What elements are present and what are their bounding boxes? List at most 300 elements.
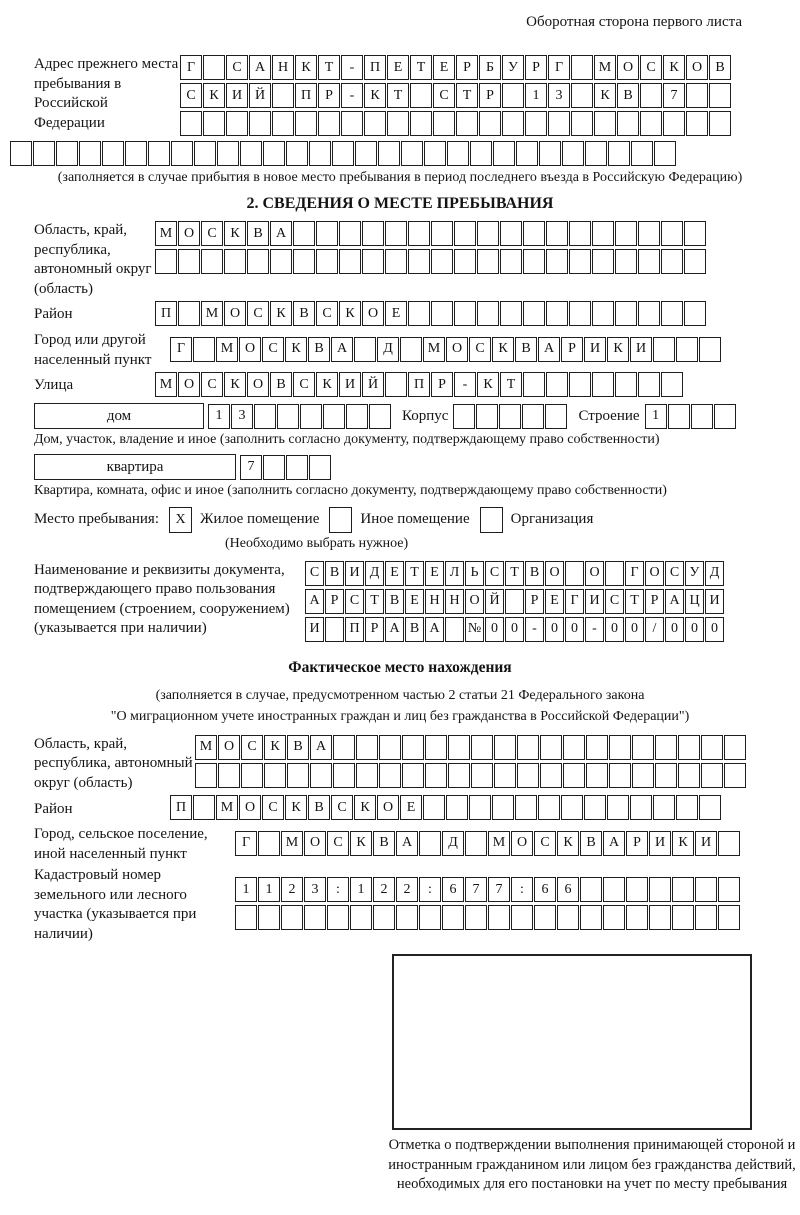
char-cell: С (345, 589, 364, 614)
char-cell (79, 141, 101, 166)
char-cell (295, 111, 317, 136)
char-cell (425, 763, 447, 788)
fact-oblast-rows (195, 735, 747, 791)
char-cell (471, 735, 493, 760)
char-cell: 6 (442, 877, 464, 902)
char-cell (605, 561, 624, 586)
char-cell: К (477, 372, 499, 397)
char-cell: 3 (304, 877, 326, 902)
char-cell: П (295, 83, 317, 108)
char-cell: М (594, 55, 616, 80)
char-cell: Т (500, 372, 522, 397)
s2-kvartira-type-box: квартира (34, 454, 236, 480)
char-cell (195, 763, 217, 788)
char-cell: 7 (240, 455, 262, 480)
char-cell (724, 763, 746, 788)
char-cell: В (293, 301, 315, 326)
char-cell: К (364, 83, 386, 108)
char-cell: А (385, 617, 404, 642)
s2-mesto-option-inoe-label: Иное помещение (360, 511, 470, 528)
char-cell (684, 301, 706, 326)
char-cell (201, 249, 223, 274)
char-cell (470, 141, 492, 166)
char-cell (304, 905, 326, 930)
char-cell: В (525, 561, 544, 586)
char-cell (492, 795, 514, 820)
char-cell (364, 111, 386, 136)
fact-gorod-field (10, 825, 790, 864)
char-cell (341, 111, 363, 136)
char-cell (557, 905, 579, 930)
char-cell: 0 (625, 617, 644, 642)
fact-oblast-row-1 (195, 735, 747, 760)
char-cell: Е (400, 795, 422, 820)
char-cell (362, 249, 384, 274)
char-cell: К (270, 301, 292, 326)
char-cell: А (249, 55, 271, 80)
char-cell: 0 (665, 617, 684, 642)
char-cell (339, 249, 361, 274)
char-cell (310, 763, 332, 788)
char-cell: И (339, 372, 361, 397)
char-cell: О (617, 55, 639, 80)
char-cell: Ц (685, 589, 704, 614)
char-cell: П (170, 795, 192, 820)
char-cell: М (201, 301, 223, 326)
char-cell (539, 141, 561, 166)
char-cell: А (310, 735, 332, 760)
char-cell: И (305, 617, 324, 642)
stamp-block (10, 954, 796, 1195)
char-cell: 3 (548, 83, 570, 108)
char-cell: В (405, 617, 424, 642)
char-cell (695, 877, 717, 902)
fact-raion-label: Район (34, 800, 73, 817)
fact-location-note-2: "О миграционном учете иностранных граждан и лиц без гражданства в Российской Федерации") (110, 708, 690, 724)
char-cell: С (534, 831, 556, 856)
char-cell: Г (180, 55, 202, 80)
char-cell: И (705, 589, 724, 614)
char-cell: У (502, 55, 524, 80)
char-cell (247, 249, 269, 274)
char-cell (454, 301, 476, 326)
char-cell: Е (385, 301, 407, 326)
char-cell (193, 795, 215, 820)
char-cell (500, 221, 522, 246)
char-cell: О (446, 337, 468, 362)
char-cell (615, 249, 637, 274)
char-cell: А (425, 617, 444, 642)
char-cell (592, 372, 614, 397)
char-cell: 0 (565, 617, 584, 642)
char-cell (488, 905, 510, 930)
char-cell: О (218, 735, 240, 760)
s2-raion-row (155, 301, 707, 326)
char-cell: Т (318, 55, 340, 80)
stamp-caption: Отметка о подтверждении выполнения принимающей стороной и иностранным гражданином или лицом без гражданства действий, необходимых для его постановки на учет по месту пребывания (388, 1137, 796, 1193)
char-cell: Е (387, 55, 409, 80)
char-cell: 1 (258, 877, 280, 902)
char-cell (33, 141, 55, 166)
char-cell (362, 221, 384, 246)
char-cell (327, 905, 349, 930)
char-cell: П (364, 55, 386, 80)
char-cell (203, 111, 225, 136)
fact-gorod-row (235, 831, 741, 856)
char-cell (316, 249, 338, 274)
char-cell (632, 763, 654, 788)
char-cell (655, 735, 677, 760)
char-cell (523, 249, 545, 274)
char-cell (663, 111, 685, 136)
char-cell: О (304, 831, 326, 856)
char-cell (286, 141, 308, 166)
char-cell (714, 404, 736, 429)
char-cell (385, 372, 407, 397)
char-cell: К (295, 55, 317, 80)
char-cell (379, 763, 401, 788)
char-cell (534, 905, 556, 930)
char-cell (241, 763, 263, 788)
char-cell (649, 905, 671, 930)
char-cell: К (224, 372, 246, 397)
char-cell: О (178, 372, 200, 397)
char-cell (433, 111, 455, 136)
char-cell (699, 795, 721, 820)
char-cell (378, 141, 400, 166)
char-cell (569, 249, 591, 274)
char-cell (356, 735, 378, 760)
char-cell: В (308, 337, 330, 362)
char-cell (469, 795, 491, 820)
s2-document-row-1 (305, 561, 725, 586)
char-cell (631, 141, 653, 166)
char-cell (661, 301, 683, 326)
char-cell: Р (645, 589, 664, 614)
char-cell: - (525, 617, 544, 642)
char-cell (607, 795, 629, 820)
char-cell (678, 763, 700, 788)
char-cell (615, 221, 637, 246)
char-cell (369, 404, 391, 429)
char-cell (423, 795, 445, 820)
char-cell (626, 877, 648, 902)
char-cell (226, 111, 248, 136)
fact-cadastre-rows (235, 877, 741, 933)
char-cell (454, 221, 476, 246)
s2-dom-cells (208, 404, 392, 429)
s2-oblast-field (10, 221, 790, 299)
char-cell: О (178, 221, 200, 246)
char-cell: О (645, 561, 664, 586)
char-cell (523, 221, 545, 246)
char-cell (502, 83, 524, 108)
char-cell: В (515, 337, 537, 362)
char-cell: И (345, 561, 364, 586)
char-cell: С (201, 372, 223, 397)
char-cell: К (663, 55, 685, 80)
char-cell: М (423, 337, 445, 362)
char-cell (626, 905, 648, 930)
char-cell: С (316, 301, 338, 326)
char-cell: С (469, 337, 491, 362)
char-cell (408, 249, 430, 274)
char-cell (300, 404, 322, 429)
char-cell (661, 372, 683, 397)
char-cell (571, 83, 593, 108)
char-cell (594, 111, 616, 136)
char-cell (235, 905, 257, 930)
char-cell (701, 735, 723, 760)
char-cell (505, 589, 524, 614)
char-cell: С (293, 372, 315, 397)
char-cell (431, 221, 453, 246)
char-cell: О (377, 795, 399, 820)
char-cell: А (665, 589, 684, 614)
char-cell (401, 141, 423, 166)
s2-document-field (10, 561, 790, 645)
char-cell (640, 111, 662, 136)
s2-mesto-note: (Необходимо выбрать нужное) (225, 535, 409, 551)
char-cell (309, 141, 331, 166)
char-cell: И (226, 83, 248, 108)
char-cell (477, 249, 499, 274)
char-cell: Р (456, 55, 478, 80)
char-cell: Р (525, 55, 547, 80)
char-cell (638, 372, 660, 397)
char-cell: Б (479, 55, 501, 80)
char-cell: Е (433, 55, 455, 80)
char-cell (632, 735, 654, 760)
prev-address-label: Адрес прежнего места пребывания в Российской Федерации (34, 56, 179, 131)
char-cell: К (203, 83, 225, 108)
char-cell: С (331, 795, 353, 820)
char-cell (638, 221, 660, 246)
prev-address-row-1 (180, 55, 732, 80)
char-cell (546, 221, 568, 246)
char-cell: - (454, 372, 476, 397)
s2-document-row-2 (305, 589, 725, 614)
char-cell: В (709, 55, 731, 80)
char-cell: К (350, 831, 372, 856)
char-cell: 1 (235, 877, 257, 902)
char-cell (569, 221, 591, 246)
char-cell (548, 111, 570, 136)
char-cell (240, 141, 262, 166)
char-cell: 3 (231, 404, 253, 429)
char-cell (592, 301, 614, 326)
char-cell: Р (325, 589, 344, 614)
s2-stroenie-label: Строение (578, 407, 640, 424)
char-cell: С (241, 735, 263, 760)
char-cell (194, 141, 216, 166)
fact-cadastre-row-2 (235, 905, 741, 930)
char-cell (580, 877, 602, 902)
char-cell: О (686, 55, 708, 80)
char-cell: С (201, 221, 223, 246)
char-cell (592, 221, 614, 246)
char-cell: А (538, 337, 560, 362)
char-cell: 0 (685, 617, 704, 642)
char-cell (615, 372, 637, 397)
char-cell (410, 111, 432, 136)
char-cell (603, 905, 625, 930)
s2-gorod-row (170, 337, 722, 362)
s2-mesto-checkbox-inoe (329, 507, 352, 533)
char-cell (684, 249, 706, 274)
char-cell (500, 249, 522, 274)
s2-stroenie-cells (645, 404, 737, 429)
char-cell: Й (485, 589, 504, 614)
char-cell (180, 111, 202, 136)
char-cell (653, 337, 675, 362)
s2-mesto-row (34, 507, 790, 533)
char-cell (545, 404, 567, 429)
s2-gorod-label: Город или другой населенный пункт (34, 332, 152, 368)
char-cell: 0 (505, 617, 524, 642)
char-cell: 2 (281, 877, 303, 902)
s2-oblast-row-2 (155, 249, 707, 274)
char-cell (609, 763, 631, 788)
char-cell: Т (405, 561, 424, 586)
char-cell (649, 877, 671, 902)
fact-cadastre-row-1 (235, 877, 741, 902)
char-cell (493, 141, 515, 166)
char-cell: Д (377, 337, 399, 362)
char-cell (339, 221, 361, 246)
char-cell (287, 763, 309, 788)
char-cell: В (385, 589, 404, 614)
char-cell (676, 337, 698, 362)
char-cell (218, 763, 240, 788)
char-cell: И (584, 337, 606, 362)
char-cell: О (247, 372, 269, 397)
char-cell (419, 831, 441, 856)
char-cell: С (180, 83, 202, 108)
char-cell: И (649, 831, 671, 856)
char-cell: - (341, 83, 363, 108)
char-cell (668, 404, 690, 429)
char-cell (538, 795, 560, 820)
char-cell (323, 404, 345, 429)
char-cell: В (308, 795, 330, 820)
char-cell (178, 249, 200, 274)
char-cell (515, 795, 537, 820)
char-cell (309, 455, 331, 480)
s2-dom-note: Дом, участок, владение и иное (заполнить согласно документу, подтверждающему право собственности) (34, 432, 660, 448)
char-cell: 6 (557, 877, 579, 902)
char-cell: М (281, 831, 303, 856)
s2-ulitsa-label: Улица (34, 377, 74, 394)
char-cell (592, 249, 614, 274)
char-cell (479, 111, 501, 136)
char-cell: 0 (485, 617, 504, 642)
char-cell (546, 372, 568, 397)
char-cell (638, 301, 660, 326)
char-cell: К (672, 831, 694, 856)
char-cell (448, 763, 470, 788)
char-cell: 7 (488, 877, 510, 902)
char-cell: Г (170, 337, 192, 362)
char-cell: Т (387, 83, 409, 108)
char-cell (332, 141, 354, 166)
char-cell: О (511, 831, 533, 856)
char-cell: С (640, 55, 662, 80)
char-cell: Н (425, 589, 444, 614)
char-cell (203, 55, 225, 80)
fact-gorod-label: Город, сельское поселение, иной населенный пункт (34, 826, 208, 862)
s2-document-label: Наименование и реквизиты документа, подтверждающего право пользования помещением (строением, сооружением) (указывается при наличии) (34, 561, 290, 637)
char-cell (701, 763, 723, 788)
char-cell (431, 249, 453, 274)
s2-mesto-checkbox-org (480, 507, 503, 533)
char-cell: 0 (545, 617, 564, 642)
char-cell: 7 (663, 83, 685, 108)
fact-raion-field (10, 795, 790, 823)
char-cell (609, 735, 631, 760)
char-cell (277, 404, 299, 429)
char-cell: К (224, 221, 246, 246)
s2-dom-type-box: дом (34, 403, 204, 429)
char-cell (419, 905, 441, 930)
char-cell: : (419, 877, 441, 902)
s2-oblast-label: Область, край, республика, автономный округ (область) (34, 222, 152, 297)
char-cell (654, 141, 676, 166)
char-cell (447, 141, 469, 166)
char-cell: Й (249, 83, 271, 108)
char-cell (571, 111, 593, 136)
s2-kvartira-cells (240, 455, 332, 480)
prev-address-rows (180, 55, 732, 139)
char-cell: 0 (705, 617, 724, 642)
char-cell (686, 111, 708, 136)
char-cell: Д (365, 561, 384, 586)
char-cell (346, 404, 368, 429)
char-cell (379, 735, 401, 760)
char-cell (355, 141, 377, 166)
char-cell (263, 141, 285, 166)
char-cell (695, 905, 717, 930)
s2-korpus-label: Корпус (402, 407, 449, 424)
char-cell (684, 221, 706, 246)
prev-address-note: (заполняется в случае прибытия в новое место пребывания в период последнего въезда в Российскую Федерацию) (57, 170, 743, 185)
char-cell (333, 763, 355, 788)
char-cell: Е (385, 561, 404, 586)
char-cell: К (607, 337, 629, 362)
char-cell (293, 221, 315, 246)
section2-title: 2. СВЕДЕНИЯ О МЕСТЕ ПРЕБЫВАНИЯ (246, 195, 554, 213)
char-cell (561, 795, 583, 820)
char-cell: С (605, 589, 624, 614)
char-cell (638, 249, 660, 274)
char-cell: С (433, 83, 455, 108)
char-cell (678, 735, 700, 760)
char-cell (653, 795, 675, 820)
char-cell (563, 763, 585, 788)
char-cell (603, 877, 625, 902)
char-cell: К (594, 83, 616, 108)
char-cell (617, 111, 639, 136)
char-cell: С (665, 561, 684, 586)
char-cell (546, 249, 568, 274)
fact-raion-row (170, 795, 722, 820)
char-cell (356, 763, 378, 788)
char-cell: К (285, 795, 307, 820)
char-cell: Е (425, 561, 444, 586)
char-cell (476, 404, 498, 429)
char-cell (494, 763, 516, 788)
char-cell (270, 249, 292, 274)
